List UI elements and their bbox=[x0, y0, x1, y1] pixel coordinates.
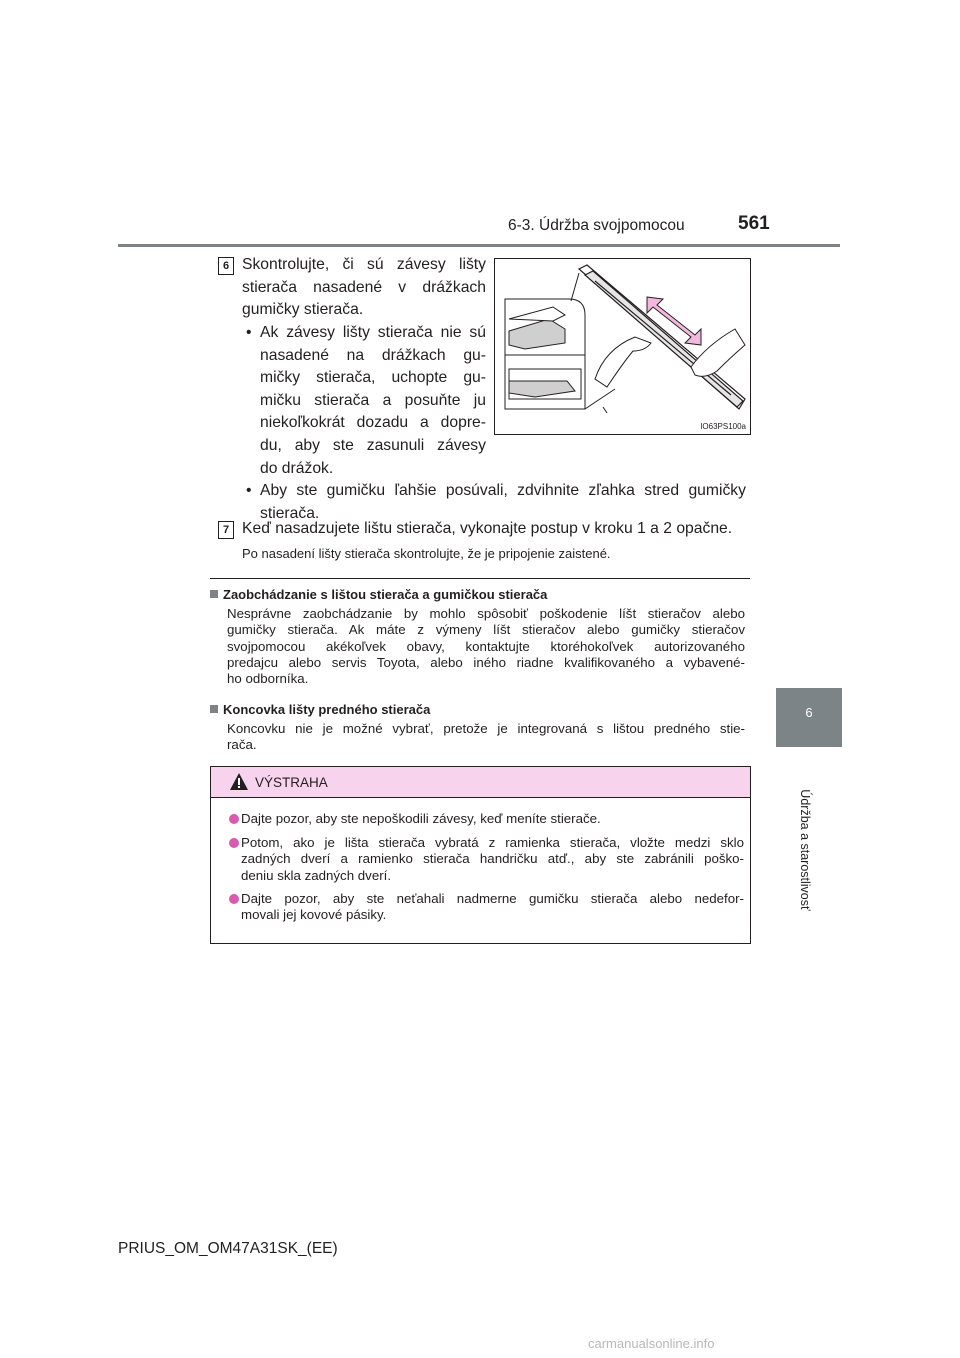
warning-line: zadných dverí a ramienko stierača handričku atď., aby ste zabránili poško- bbox=[241, 851, 744, 867]
warning-item bbox=[229, 891, 744, 924]
square-bullet-icon bbox=[210, 590, 218, 598]
step-6-badge: 6 bbox=[218, 257, 234, 275]
warning-line: Dajte pozor, aby ste neťahali nadmerne gumičku stierača alebo nedefor- bbox=[241, 891, 744, 906]
body-line: rača. bbox=[227, 737, 257, 753]
section-body bbox=[227, 721, 745, 754]
bullet-symbol: • bbox=[246, 324, 252, 341]
pink-bullet-icon bbox=[229, 838, 239, 848]
body-line: Nesprávne zaobchádzanie by mohlo spôsobiť poškodenie líšt stieračov alebo bbox=[227, 606, 745, 621]
step-6-line: gumičky stierača. bbox=[242, 301, 364, 319]
body-line: svojpomocou akékoľvek obavy, kontaktujte ktoréhokoľvek autorizovaného bbox=[227, 638, 745, 654]
bullet-line: niekoľkokrát dozadu a dopre- bbox=[260, 414, 486, 432]
warning-triangle-icon bbox=[229, 772, 249, 791]
warning-header bbox=[211, 767, 750, 798]
page-number: 561 bbox=[738, 213, 770, 234]
bullet-line: mičky stierača, uchopte gu- bbox=[260, 369, 486, 387]
watermark[interactable]: carmanualsonline.info bbox=[588, 1336, 715, 1351]
step-7-text: Keď nasadzujete lištu stierača, vykonajte postup v kroku 1 a 2 opačne. bbox=[242, 520, 733, 537]
bullet-line: nasadené na drážkach gu- bbox=[260, 346, 486, 364]
step-6-text bbox=[242, 254, 486, 322]
warning-line: Dajte pozor, aby ste nepoškodili závesy, keď meníte stierače. bbox=[241, 811, 601, 826]
warning-item bbox=[229, 835, 744, 884]
square-bullet-icon bbox=[210, 705, 218, 713]
warning-item bbox=[229, 811, 744, 827]
bullet-line: mičku stierača a posuňte ju bbox=[260, 391, 486, 409]
warning-line: movali jej kovové pásiky. bbox=[241, 907, 387, 923]
pink-bullet-icon bbox=[229, 814, 239, 824]
step-6-bullet-1 bbox=[242, 322, 486, 480]
section-heading bbox=[210, 587, 547, 602]
wiper-blade-figure bbox=[494, 258, 751, 435]
chapter-tab[interactable] bbox=[776, 688, 842, 747]
chapter-label: Údržba a starostlivosť bbox=[798, 789, 812, 911]
step-6-line: Skontrolujte, či sú závesy lišty bbox=[242, 256, 486, 273]
bullet-line: do drážok. bbox=[260, 459, 334, 477]
warning-line: deniu skla zadných dverí. bbox=[241, 867, 392, 883]
section-heading-text: Zaobchádzanie s lištou stierača a gumičkou stierača bbox=[223, 587, 548, 602]
step-6-line: stierača nasadené v drážkach bbox=[242, 278, 486, 296]
pink-bullet-icon bbox=[229, 894, 239, 904]
bullet-line: Aby ste gumičku ľahšie posúvali, zdvihnite zľahka stred gumičky bbox=[260, 482, 746, 499]
warning-line: Potom, ako je lišta stierača vybratá z ramienka stierača, vložte medzi sklo bbox=[241, 835, 744, 850]
warning-title: VÝSTRAHA bbox=[255, 775, 328, 790]
section-heading-text: Koncovka lišty predného stierača bbox=[223, 702, 431, 717]
wiper-blade-illustration bbox=[495, 259, 750, 434]
section-heading bbox=[210, 702, 430, 717]
bullet-line: du, aby ste zasunuli závesy bbox=[260, 436, 486, 454]
body-line: Koncovku nie je možné vybrať, pretože je integrovaná s lištou predného stie- bbox=[227, 721, 745, 736]
body-line: gumičky stierača. Ak máte z výmeny líšt stieračov alebo gumičky stieračov bbox=[227, 622, 745, 638]
separator bbox=[210, 578, 750, 579]
header-rule bbox=[118, 244, 840, 247]
chapter-number: 6 bbox=[805, 705, 813, 720]
step-7-badge: 7 bbox=[218, 521, 234, 539]
figure-code: IO63PS100a bbox=[700, 422, 746, 431]
warning-box bbox=[210, 766, 751, 944]
document-code: PRIUS_OM_OM47A31SK_(EE) bbox=[118, 1240, 338, 1257]
bullet-line: Ak závesy lišty stierača nie sú bbox=[260, 324, 486, 341]
section-body bbox=[227, 606, 745, 687]
section-title: 6-3. Údržba svojpomocou bbox=[508, 217, 685, 234]
body-line: predajcu alebo servis Toyota, alebo iného riadne kvalifikovaného a vybavené- bbox=[227, 654, 745, 670]
bullet-line: stierača. bbox=[260, 504, 320, 522]
body-line: ho odborníka. bbox=[227, 671, 309, 687]
bullet-symbol: • bbox=[246, 482, 252, 499]
note-text: Po nasadení lišty stierača skontrolujte, že je pripojenie zaistené. bbox=[242, 546, 611, 561]
